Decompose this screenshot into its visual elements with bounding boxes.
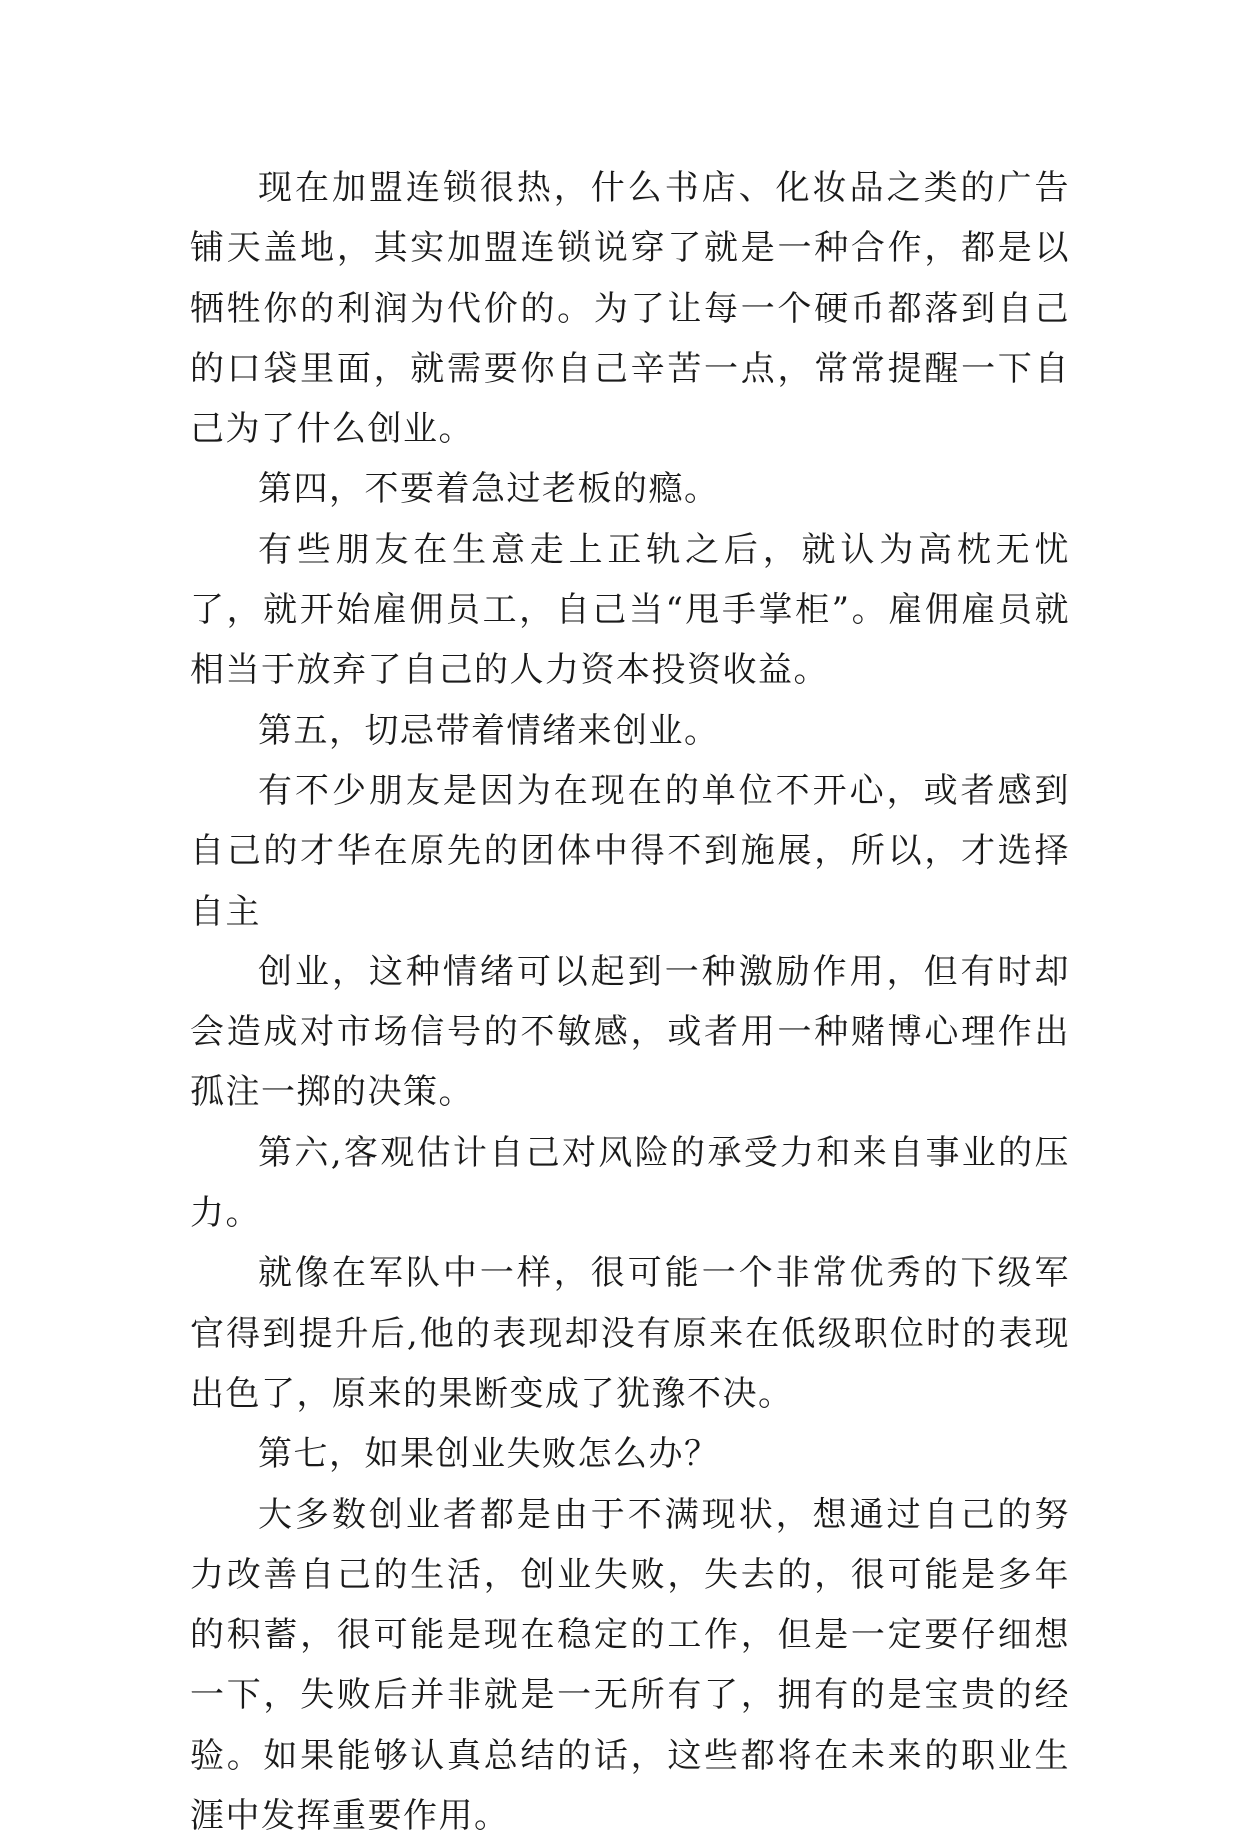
heading-point-six: 第六,客观估计自己对风险的承受力和来自事业的压力。 [190, 1132, 1070, 1234]
heading-point-four: 第四，不要着急过老板的瘾。 [258, 469, 720, 510]
heading-point-five: 第五，切忌带着情绪来创业。 [258, 710, 720, 751]
paragraph-point-five-b: 创业，这种情绪可以起到一种激励作用，但有时却会造成对市场信号的不敏感，或者用一种赌博心理作出孤注一掷的决策。 [190, 951, 1070, 1113]
body-text [190, 158, 1070, 1846]
paragraph-point-seven: 大多数创业者都是由于不满现状，想通过自己的努力改善自己的生活，创业失败，失去的，很可能是多年的积蓄，很可能是现在稳定的工作，但是一定要仔细想一下，失败后并非就是一无所有了，拥有的是宝贵的经验。如果能够认真总结的话，这些都将在未来的职业生涯中发挥重要作用。 [190, 1494, 1070, 1837]
paragraph-point-five-a: 有不少朋友是因为在现在的单位不开心，或者感到自己的才华在原先的团体中得不到施展，所以，才选择自主 [190, 770, 1070, 932]
paragraph-franchise: 现在加盟连锁很热，什么书店、化妆品之类的广告铺天盖地，其实加盟连锁说穿了就是一种合作，都是以牺牲你的利润为代价的。为了让每一个硬币都落到自己的口袋里面，就需要你自己辛苦一点，常常提醒一下自己为了什么创业。 [190, 168, 1070, 450]
paragraph-point-four: 有些朋友在生意走上正轨之后，就认为高枕无忧了，就开始雇佣员工，自己当“甩手掌柜”。雇佣雇员就相当于放弃了自己的人力资本投资收益。 [190, 529, 1070, 691]
heading-point-seven: 第七，如果创业失败怎么办？ [258, 1434, 720, 1475]
paragraph-point-six: 就像在军队中一样，很可能一个非常优秀的下级军官得到提升后,他的表现却没有原来在低级职位时的表现出色了，原来的果断变成了犹豫不决。 [190, 1253, 1070, 1414]
